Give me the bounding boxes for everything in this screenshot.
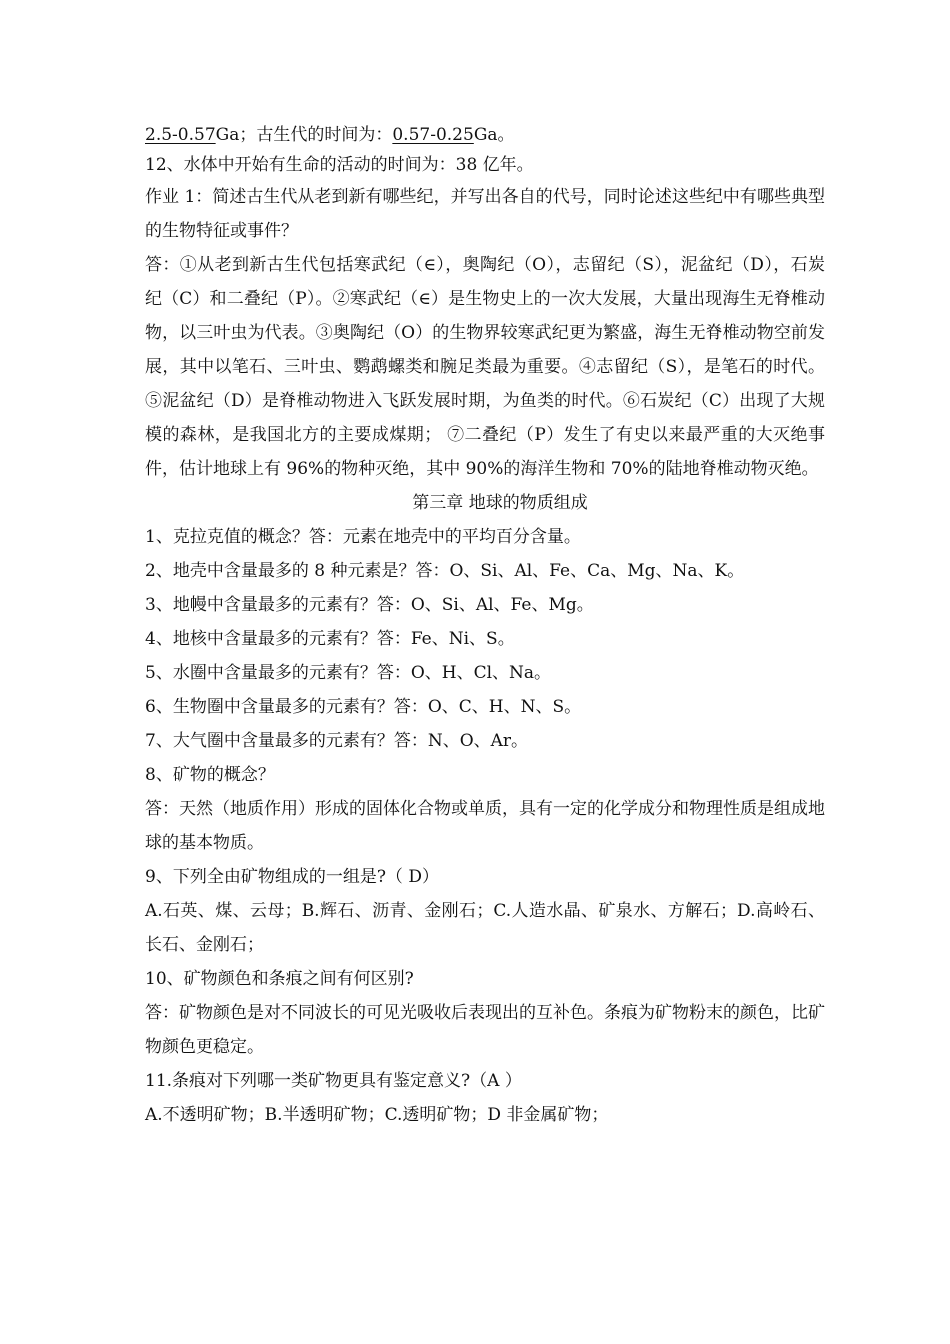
item-10-question: 10、矿物颜色和条痕之间有何区别?	[145, 969, 414, 989]
item-11-question: 11.条痕对下列哪一类矿物更具有鉴定意义?（A ）	[145, 1071, 522, 1091]
item-9-options: A.石英、煤、云母；B.辉石、沥青、金刚石；C.人造水晶、矿泉水、方解石；D.高岭石、长石、金刚石；	[145, 901, 825, 955]
item-8-answer: 答：天然（地质作用）形成的固体化合物或单质，具有一定的化学成分和物理性质是组成地球的基本物质。	[145, 799, 825, 853]
item-12: 12、水体中开始有生命的活动的时间为：38 亿年。	[145, 155, 534, 175]
chapter-item-2: 2、地壳中含量最多的 8 种元素是？答：O、Si、Al、Fe、Ca、Mg、Na、K。	[145, 561, 745, 581]
geologic-time-line	[145, 120, 825, 150]
chapter-item-3: 3、地幔中含量最多的元素有？答：O、Si、Al、Fe、Mg。	[145, 595, 594, 615]
chapter-item-8: 8、矿物的概念？	[145, 765, 275, 785]
document-page	[145, 120, 825, 1132]
item-11-options: A.不透明矿物；B.半透明矿物；C.透明矿物；D 非金属矿物；	[145, 1105, 609, 1125]
chapter-item-4: 4、地核中含量最多的元素有？答：Fe、Ni、S。	[145, 629, 515, 649]
time-unit-2: Ga。	[473, 125, 515, 145]
time-range-1: 2.5-0.57	[145, 125, 216, 145]
homework-question: 作业 1：简述古生代从老到新有哪些纪，并写出各自的代号，同时论述这些纪中有哪些典型的生物特征或事件？	[145, 187, 825, 241]
item-9-question: 9、下列全由矿物组成的一组是?（ D）	[145, 867, 439, 887]
time-unit-1: Ga；古生代的时间为：	[215, 125, 393, 145]
chapter-item-7: 7、大气圈中含量最多的元素有？答：N、O、Ar。	[145, 731, 529, 751]
chapter-item-6: 6、生物圈中含量最多的元素有？答：O、C、H、N、S。	[145, 697, 582, 717]
time-range-2: 0.57-0.25	[392, 125, 474, 145]
homework-answer: 答：①从老到新古生代包括寒武纪（∈），奥陶纪（O），志留纪（S），泥盆纪（D），石炭纪（C）和二叠纪（P）。②寒武纪（∈）是生物史上的一次大发展，大量出现海生无脊椎动物，以三叶虫为代表。③奥陶纪（O）的生物界较寒武纪更为繁盛，海生无脊椎动物空前发展，其中以笔石、三叶虫、鹦鹉螺类和腕足类最为重要。④志留纪（S），是笔石的时代。⑤泥盆纪（D）是脊椎动物进入飞跃发展时期，为鱼类的时代。⑥石炭纪（C）出现了大规模的森林，是我国北方的主要成煤期； ⑦二叠纪（P）发生了有史以来最严重的大灭绝事件，估计地球上有 96%的物种灭绝，其中 90%的海洋生物和 70%的陆地脊椎动物灭绝。	[145, 255, 825, 479]
item-10-answer: 答：矿物颜色是对不同波长的可见光吸收后表现出的互补色。条痕为矿物粉末的颜色，比矿物颜色更稳定。	[145, 1003, 825, 1057]
chapter-item-1: 1、克拉克值的概念？答：元素在地壳中的平均百分含量。	[145, 527, 581, 547]
chapter-item-5: 5、水圈中含量最多的元素有？答：O、H、Cl、Na。	[145, 663, 552, 683]
chapter-title: 第三章 地球的物质组成	[412, 493, 588, 513]
